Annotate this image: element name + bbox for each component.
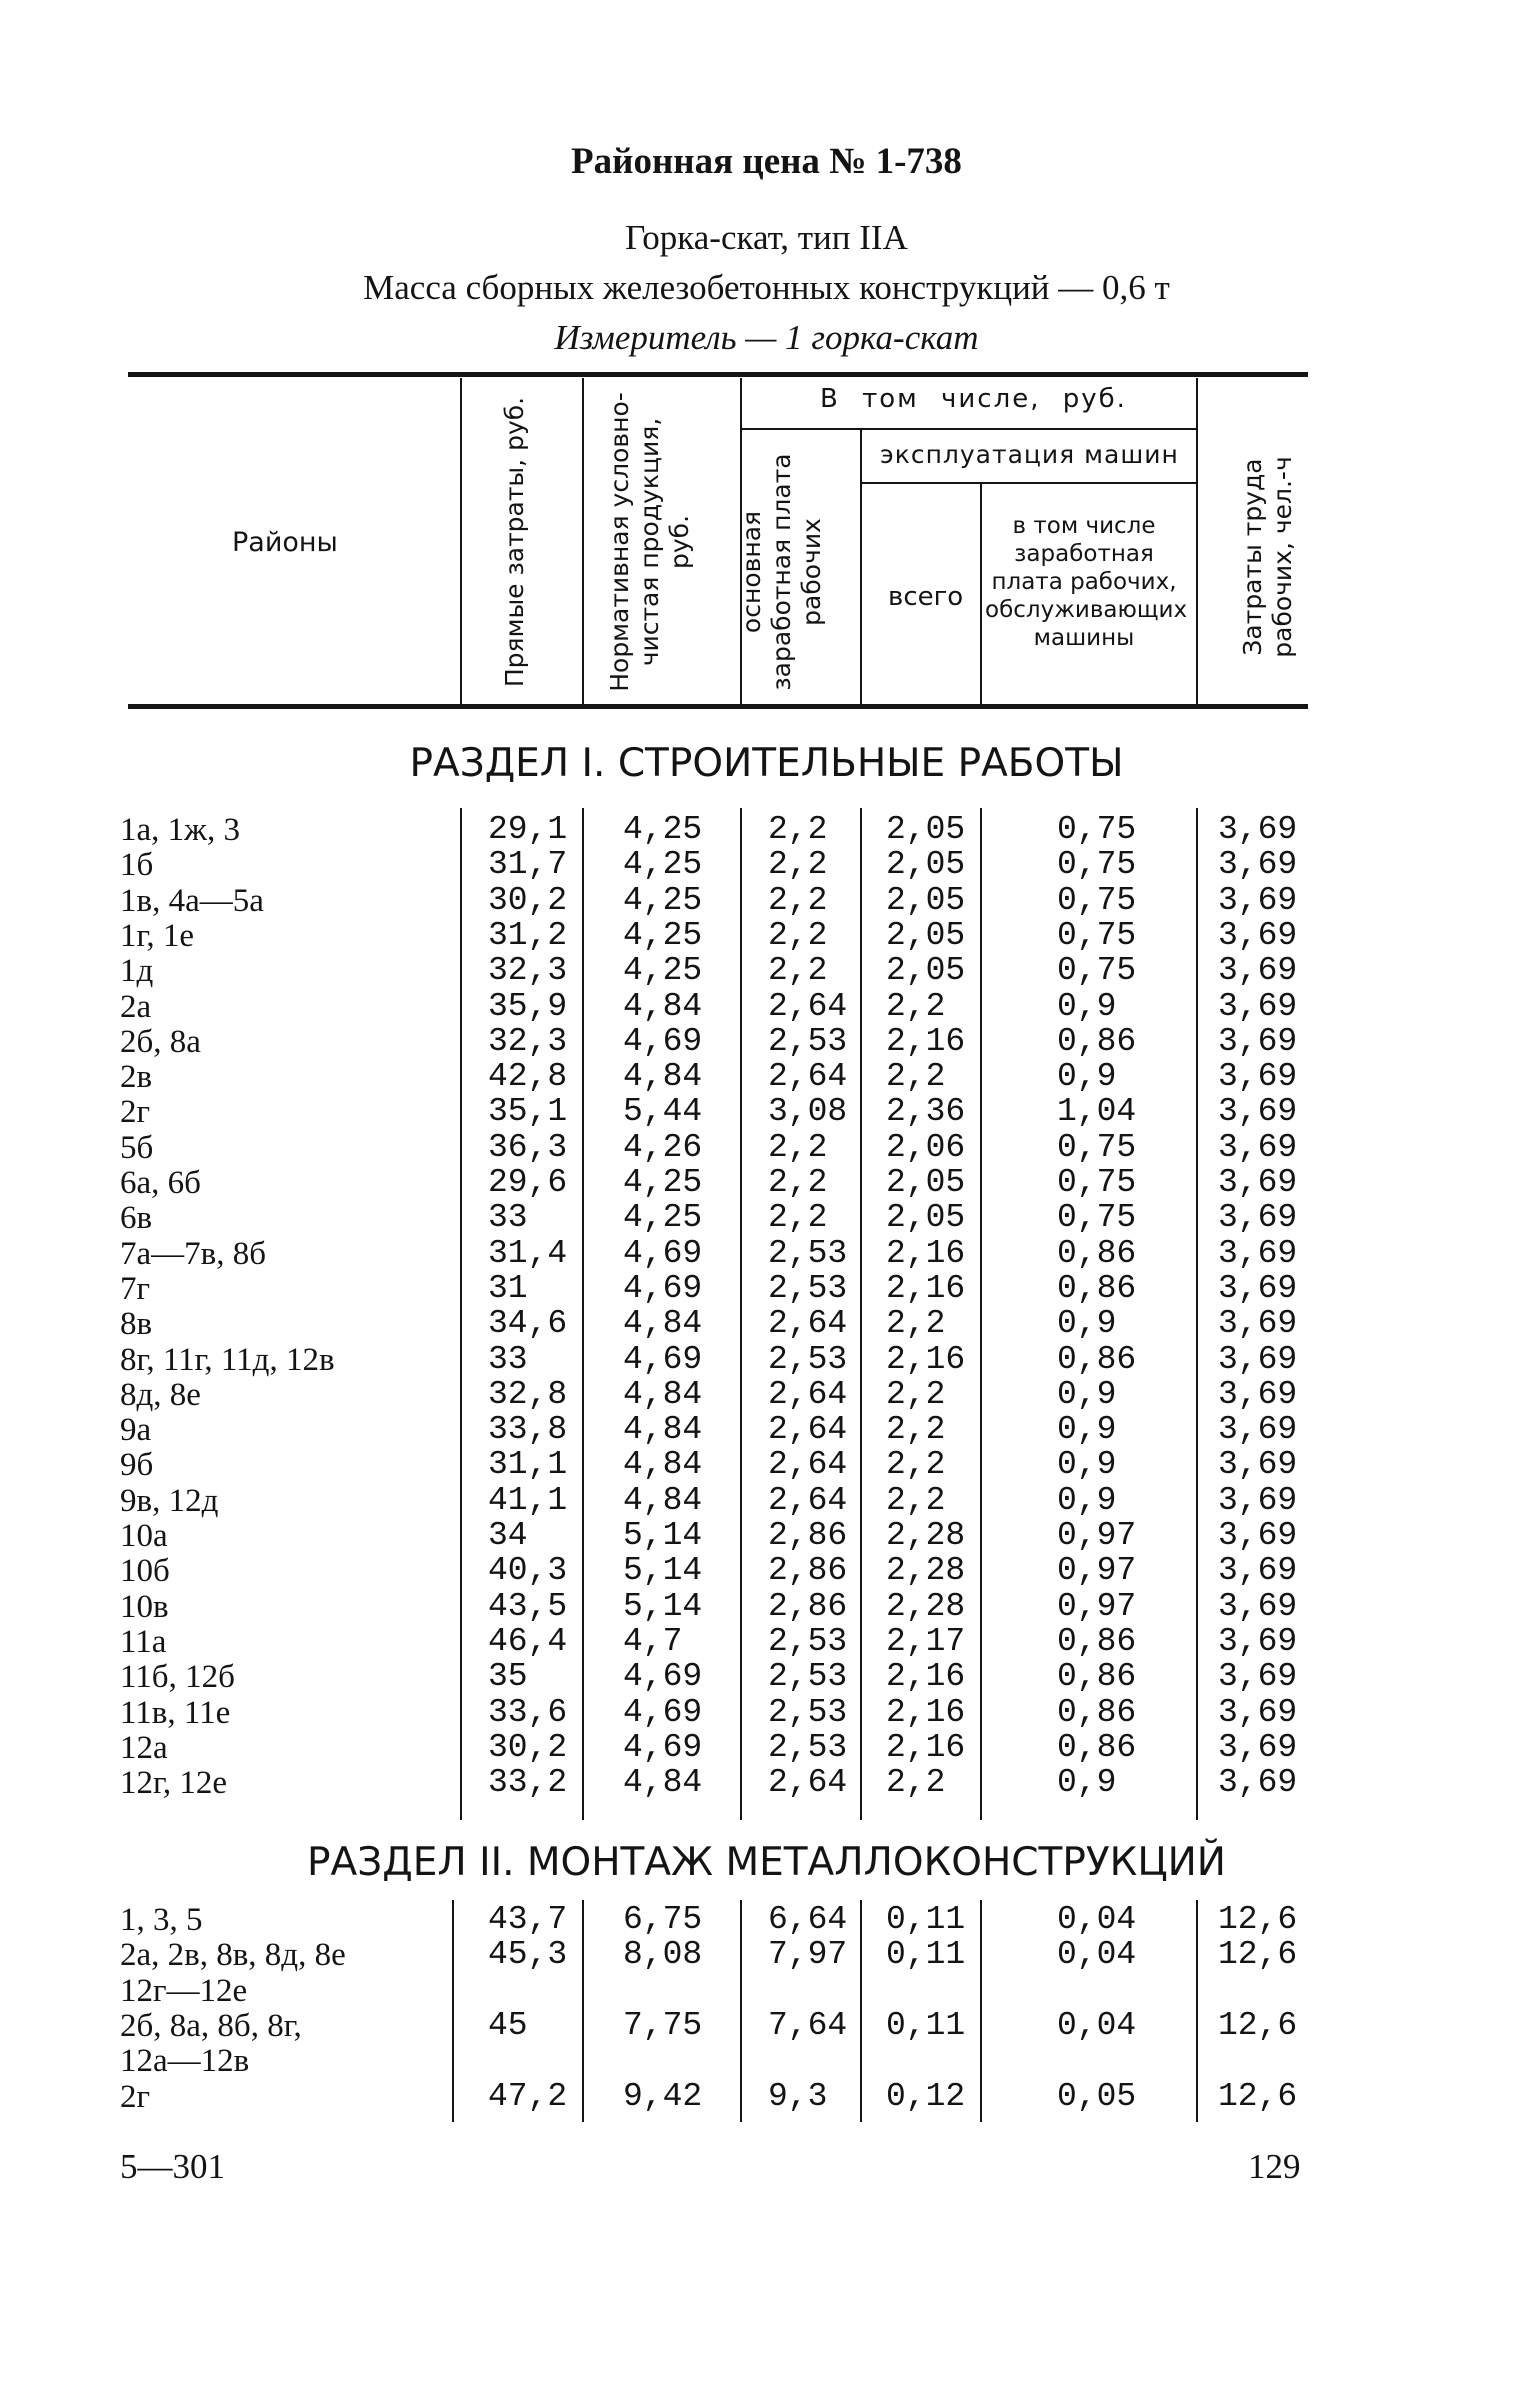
direct-costs-cell: 35 <box>488 1658 528 1696</box>
direct-costs-cell: 34,6 <box>488 1305 568 1343</box>
machines-total-cell: 2,2 <box>886 1764 946 1802</box>
normative-cell: 4,25 <box>623 1164 703 1201</box>
normative-cell: 4,84 <box>623 1305 703 1343</box>
region-cell: 11б, 12б <box>120 1659 235 1696</box>
region-cell: 9в, 12д <box>120 1482 219 1519</box>
machines-wage-cell: 0,9 <box>1057 1481 1117 1519</box>
labor-cell: 3,69 <box>1218 1375 1298 1413</box>
direct-costs-cell: 34 <box>488 1517 528 1554</box>
direct-costs-cell: 32,3 <box>488 952 568 990</box>
machines-wage-cell: 0,97 <box>1057 1517 1137 1554</box>
machines-total-cell: 2,05 <box>886 1199 966 1237</box>
machines-total-cell: 2,16 <box>886 1728 966 1766</box>
machines-wage-cell: 0,75 <box>1057 952 1137 990</box>
base-wage-cell: 2,2 <box>768 1164 828 1201</box>
machines-wage-cell: 0,97 <box>1057 1552 1137 1590</box>
footer-code: 5—301 <box>120 2147 225 2186</box>
machines-total-cell: 2,05 <box>886 916 966 954</box>
region-cell: 9б <box>120 1447 154 1484</box>
region-cell: 2в <box>120 1059 153 1096</box>
table-row <box>0 1306 1533 1342</box>
base-wage-cell: 2,64 <box>768 1375 848 1413</box>
labor-cell: 3,69 <box>1218 811 1298 848</box>
direct-costs-cell: 31,1 <box>488 1446 568 1484</box>
header-normativnaya: Нормативная условно-чистая продукция, руб. <box>605 392 694 692</box>
labor-cell: 3,69 <box>1218 1552 1298 1590</box>
normative-cell: 4,69 <box>623 1234 703 1272</box>
normative-cell: 4,25 <box>623 811 703 848</box>
labor-cell: 3,69 <box>1218 846 1298 884</box>
header-zatraty-truda: Затраты труда рабочих, чел.-ч <box>1238 456 1297 658</box>
normative-cell: 4,25 <box>623 881 703 919</box>
normative-cell: 4,84 <box>623 1446 703 1484</box>
machines-wage-cell: 0,9 <box>1057 987 1117 1025</box>
normative-cell: 4,84 <box>623 1411 703 1449</box>
normative-cell: 4,69 <box>623 1340 703 1378</box>
normative-cell: 4,84 <box>623 987 703 1025</box>
base-wage-cell: 2,64 <box>768 1481 848 1519</box>
header-bottom-rule <box>128 704 1308 709</box>
header-divider <box>582 378 584 704</box>
direct-costs-cell: 32,3 <box>488 1022 568 1060</box>
base-wage-cell: 3,08 <box>768 1093 848 1131</box>
base-wage-cell: 2,53 <box>768 1658 848 1696</box>
direct-costs-cell: 29,1 <box>488 811 568 848</box>
region-cell: 12г, 12е <box>120 1765 227 1802</box>
table-row <box>0 1236 1533 1272</box>
labor-cell: 3,69 <box>1218 1728 1298 1766</box>
base-wage-cell: 2,2 <box>768 811 828 848</box>
labor-cell: 3,69 <box>1218 1093 1298 1131</box>
base-wage-cell: 2,53 <box>768 1693 848 1731</box>
labor-cell: 12,6 <box>1218 2006 1298 2044</box>
machines-wage-cell: 0,86 <box>1057 1234 1137 1272</box>
machines-total-cell: 2,2 <box>886 1375 946 1413</box>
machines-wage-cell: 0,86 <box>1057 1728 1137 1766</box>
region-cell: 2г <box>120 2078 151 2115</box>
normative-cell: 4,25 <box>623 846 703 884</box>
table-row <box>0 2008 1533 2044</box>
machines-wage-cell: 0,9 <box>1057 1411 1117 1449</box>
section-1-title: РАЗДЕЛ I. СТРОИТЕЛЬНЫЕ РАБОТЫ <box>409 741 1124 786</box>
normative-cell: 4,26 <box>623 1128 703 1166</box>
header-divider <box>742 428 1196 430</box>
table-top-rule <box>128 372 1308 377</box>
region-cell: 11а <box>120 1623 167 1660</box>
labor-cell: 3,69 <box>1218 1269 1298 1307</box>
header-divider <box>980 484 982 704</box>
direct-costs-cell: 35,9 <box>488 987 568 1025</box>
base-wage-cell: 7,64 <box>768 2006 848 2044</box>
labor-cell: 3,69 <box>1218 916 1298 954</box>
direct-costs-cell: 45 <box>488 2006 528 2044</box>
direct-costs-cell: 46,4 <box>488 1622 568 1660</box>
normative-cell: 9,42 <box>623 2077 703 2115</box>
machines-wage-cell: 0,86 <box>1057 1658 1137 1696</box>
table-row <box>0 1059 1533 1095</box>
region-cell: 10в <box>120 1588 169 1625</box>
normative-cell: 4,84 <box>623 1764 703 1802</box>
header-divider <box>1196 378 1198 704</box>
header-ekspluatatsiya: эксплуатация машин <box>880 440 1179 469</box>
region-cell: 6в <box>120 1200 153 1237</box>
region-cell: 6а, 6б <box>120 1165 201 1201</box>
header-pryamye: Прямые затраты, руб. <box>500 396 529 688</box>
normative-cell: 5,14 <box>623 1587 703 1625</box>
base-wage-cell: 2,53 <box>768 1022 848 1060</box>
table-row <box>0 1024 1533 1060</box>
machines-total-cell: 2,05 <box>886 952 966 990</box>
header-v-tom-chisle: В том числе, руб. <box>820 384 1127 414</box>
labor-cell: 12,6 <box>1218 1901 1298 1938</box>
direct-costs-cell: 47,2 <box>488 2077 568 2115</box>
normative-cell: 5,44 <box>623 1093 703 1131</box>
normative-cell: 4,69 <box>623 1693 703 1731</box>
region-cell: 2а, 2в, 8в, 8д, 8е <box>120 1937 346 1974</box>
machines-wage-cell: 0,9 <box>1057 1446 1117 1484</box>
base-wage-cell: 9,3 <box>768 2077 828 2115</box>
region-cell: 1, 3, 5 <box>120 1902 203 1938</box>
normative-cell: 4,69 <box>623 1022 703 1060</box>
region-cell: 2г <box>120 1094 151 1131</box>
normative-cell: 4,25 <box>623 916 703 954</box>
machines-total-cell: 2,05 <box>886 811 966 848</box>
region-cell: 9а <box>120 1412 152 1449</box>
machines-wage-cell: 0,04 <box>1057 2006 1137 2044</box>
normative-cell: 4,84 <box>623 1481 703 1519</box>
header-osnovnaya: основная заработная плата рабочих <box>737 453 826 691</box>
labor-cell: 3,69 <box>1218 881 1298 919</box>
base-wage-cell: 2,2 <box>768 846 828 884</box>
direct-costs-cell: 31,2 <box>488 916 568 954</box>
header-rayony: Районы <box>232 527 338 558</box>
direct-costs-cell: 42,8 <box>488 1058 568 1096</box>
machines-wage-cell: 0,75 <box>1057 1164 1137 1201</box>
table-row <box>0 1659 1533 1695</box>
direct-costs-cell: 33,6 <box>488 1693 568 1731</box>
machines-total-cell: 2,36 <box>886 1093 966 1131</box>
base-wage-cell: 2,53 <box>768 1269 848 1307</box>
header-divider <box>860 430 862 704</box>
base-wage-cell: 2,64 <box>768 987 848 1025</box>
normative-cell: 4,25 <box>623 952 703 990</box>
labor-cell: 3,69 <box>1218 1164 1298 1201</box>
machines-total-cell: 2,16 <box>886 1269 966 1307</box>
machines-wage-cell: 0,75 <box>1057 811 1137 848</box>
machines-wage-cell: 0,75 <box>1057 916 1137 954</box>
direct-costs-cell: 31 <box>488 1269 528 1307</box>
table-row <box>0 1200 1533 1236</box>
machines-total-cell: 2,2 <box>886 1305 946 1343</box>
region-cell: 7г <box>120 1270 151 1307</box>
machines-total-cell: 2,05 <box>886 846 966 884</box>
machines-wage-cell: 0,86 <box>1057 1693 1137 1731</box>
direct-costs-cell: 29,6 <box>488 1164 568 1201</box>
labor-cell: 3,69 <box>1218 987 1298 1025</box>
table-row <box>0 989 1533 1025</box>
table-row <box>0 1412 1533 1448</box>
machines-total-cell: 2,17 <box>886 1622 966 1660</box>
region-cell: 10б <box>120 1553 170 1590</box>
region-cell: 2а <box>120 988 152 1025</box>
table-row <box>0 1730 1533 1766</box>
table-row <box>0 1624 1533 1660</box>
labor-cell: 12,6 <box>1218 1936 1298 1974</box>
region-cell: 8д, 8е <box>120 1376 201 1413</box>
direct-costs-cell: 35,1 <box>488 1093 568 1131</box>
table-row <box>0 1483 1533 1519</box>
machines-total-cell: 2,16 <box>886 1693 966 1731</box>
page-title: Районная цена № 1-738 <box>571 141 962 182</box>
normative-cell: 4,69 <box>623 1658 703 1696</box>
machines-total-cell: 2,2 <box>886 1058 946 1096</box>
base-wage-cell: 2,86 <box>768 1517 848 1554</box>
machines-total-cell: 2,28 <box>886 1587 966 1625</box>
page-number: 129 <box>1248 2147 1301 2186</box>
table-row <box>0 883 1533 919</box>
labor-cell: 3,69 <box>1218 1517 1298 1554</box>
region-cell: 10а <box>120 1518 168 1554</box>
machines-wage-cell: 1,04 <box>1057 1093 1137 1131</box>
machines-total-cell: 2,2 <box>886 1446 946 1484</box>
direct-costs-cell: 31,7 <box>488 846 568 884</box>
table-row <box>0 2079 1533 2115</box>
normative-cell: 4,69 <box>623 1269 703 1307</box>
labor-cell: 3,69 <box>1218 1199 1298 1237</box>
base-wage-cell: 7,97 <box>768 1936 848 1974</box>
direct-costs-cell: 43,5 <box>488 1587 568 1625</box>
machines-total-cell: 0,11 <box>886 1936 966 1974</box>
region-cell: 1б <box>120 847 154 884</box>
region-cell: 12г—12е <box>120 1972 248 2009</box>
machines-wage-cell: 0,04 <box>1057 1901 1137 1938</box>
direct-costs-cell: 33,2 <box>488 1764 568 1802</box>
base-wage-cell: 2,64 <box>768 1305 848 1343</box>
base-wage-cell: 2,53 <box>768 1728 848 1766</box>
header-divider <box>862 482 1196 484</box>
direct-costs-cell: 30,2 <box>488 1728 568 1766</box>
table-row <box>0 1937 1533 1973</box>
region-cell: 11в, 11е <box>120 1694 231 1731</box>
normative-cell: 7,75 <box>623 2006 703 2044</box>
base-wage-cell: 2,2 <box>768 916 828 954</box>
subtitle-mass: Масса сборных железобетонных конструкций — 0,6 т <box>363 268 1170 307</box>
labor-cell: 3,69 <box>1218 1022 1298 1060</box>
table-row <box>0 953 1533 989</box>
machines-wage-cell: 0,75 <box>1057 1199 1137 1237</box>
machines-wage-cell: 0,04 <box>1057 1936 1137 1974</box>
table-row <box>0 1377 1533 1413</box>
table-row <box>0 1695 1533 1731</box>
table-row <box>0 1902 1533 1938</box>
table-row <box>0 1518 1533 1554</box>
base-wage-cell: 2,53 <box>768 1340 848 1378</box>
machines-total-cell: 2,16 <box>886 1022 966 1060</box>
base-wage-cell: 2,64 <box>768 1411 848 1449</box>
labor-cell: 3,69 <box>1218 952 1298 990</box>
base-wage-cell: 2,2 <box>768 1128 828 1166</box>
direct-costs-cell: 41,1 <box>488 1481 568 1519</box>
normative-cell: 5,14 <box>623 1517 703 1554</box>
normative-cell: 4,84 <box>623 1375 703 1413</box>
base-wage-cell: 2,86 <box>768 1587 848 1625</box>
base-wage-cell: 2,64 <box>768 1446 848 1484</box>
machines-wage-cell: 0,75 <box>1057 846 1137 884</box>
table-row <box>0 918 1533 954</box>
table-row <box>0 1165 1533 1201</box>
subtitle-type: Горка-скат, тип IIА <box>625 218 908 257</box>
table-row <box>0 1973 1533 2009</box>
region-cell: 8г, 11г, 11д, 12в <box>120 1341 335 1378</box>
labor-cell: 3,69 <box>1218 1058 1298 1096</box>
region-cell: 2б, 8а <box>120 1023 201 1060</box>
labor-cell: 3,69 <box>1218 1622 1298 1660</box>
direct-costs-cell: 30,2 <box>488 881 568 919</box>
base-wage-cell: 2,86 <box>768 1552 848 1590</box>
labor-cell: 12,6 <box>1218 2077 1298 2115</box>
machines-wage-cell: 0,9 <box>1057 1764 1117 1802</box>
labor-cell: 3,69 <box>1218 1340 1298 1378</box>
direct-costs-cell: 31,4 <box>488 1234 568 1272</box>
machines-wage-cell: 0,97 <box>1057 1587 1137 1625</box>
machines-total-cell: 2,05 <box>886 881 966 919</box>
table-row <box>0 1094 1533 1130</box>
machines-total-cell: 2,2 <box>886 1411 946 1449</box>
labor-cell: 3,69 <box>1218 1128 1298 1166</box>
machines-total-cell: 2,16 <box>886 1340 966 1378</box>
table-row <box>0 847 1533 883</box>
labor-cell: 3,69 <box>1218 1234 1298 1272</box>
base-wage-cell: 2,2 <box>768 952 828 990</box>
base-wage-cell: 2,2 <box>768 1199 828 1237</box>
machines-total-cell: 2,05 <box>886 1164 966 1201</box>
labor-cell: 3,69 <box>1218 1305 1298 1343</box>
header-vsego: всего <box>888 582 964 612</box>
direct-costs-cell: 33 <box>488 1199 528 1237</box>
direct-costs-cell: 40,3 <box>488 1552 568 1590</box>
base-wage-cell: 2,64 <box>768 1058 848 1096</box>
normative-cell: 8,08 <box>623 1936 703 1974</box>
machines-wage-cell: 0,86 <box>1057 1269 1137 1307</box>
machines-wage-cell: 0,9 <box>1057 1058 1117 1096</box>
labor-cell: 3,69 <box>1218 1693 1298 1731</box>
table-row <box>0 1342 1533 1378</box>
direct-costs-cell: 36,3 <box>488 1128 568 1166</box>
machines-wage-cell: 0,86 <box>1057 1340 1137 1378</box>
machines-total-cell: 0,11 <box>886 2006 966 2044</box>
direct-costs-cell: 45,3 <box>488 1936 568 1974</box>
machines-wage-cell: 0,05 <box>1057 2077 1137 2115</box>
table-row <box>0 1589 1533 1625</box>
region-cell: 8в <box>120 1306 153 1343</box>
region-cell: 12а—12в <box>120 2043 250 2080</box>
machines-wage-cell: 0,86 <box>1057 1022 1137 1060</box>
header-wage-machinists: в том числе заработная плата рабочих, обслуживающих машины <box>985 513 1188 651</box>
table-row <box>0 1130 1533 1166</box>
region-cell: 1д <box>120 953 154 990</box>
section-2-title: РАЗДЕЛ II. МОНТАЖ МЕТАЛЛОКОНСТРУКЦИЙ <box>307 1840 1226 1885</box>
table-row <box>0 1765 1533 1801</box>
table-row <box>0 2043 1533 2079</box>
machines-total-cell: 2,06 <box>886 1128 966 1166</box>
base-wage-cell: 6,64 <box>768 1901 848 1938</box>
header-divider <box>460 378 462 704</box>
normative-cell: 5,14 <box>623 1552 703 1590</box>
labor-cell: 3,69 <box>1218 1481 1298 1519</box>
subtitle-measure: Измеритель — 1 горка-скат <box>554 318 979 357</box>
normative-cell: 4,25 <box>623 1199 703 1237</box>
machines-wage-cell: 0,75 <box>1057 1128 1137 1166</box>
table-row <box>0 812 1533 848</box>
table-row <box>0 1271 1533 1307</box>
machines-total-cell: 2,2 <box>886 1481 946 1519</box>
region-cell: 5б <box>120 1129 154 1166</box>
machines-wage-cell: 0,9 <box>1057 1305 1117 1343</box>
labor-cell: 3,69 <box>1218 1587 1298 1625</box>
machines-total-cell: 0,11 <box>886 1901 966 1938</box>
direct-costs-cell: 33 <box>488 1340 528 1378</box>
base-wage-cell: 2,2 <box>768 881 828 919</box>
labor-cell: 3,69 <box>1218 1658 1298 1696</box>
labor-cell: 3,69 <box>1218 1446 1298 1484</box>
region-cell: 1г, 1е <box>120 917 194 954</box>
normative-cell: 4,7 <box>623 1622 683 1660</box>
direct-costs-cell: 32,8 <box>488 1375 568 1413</box>
direct-costs-cell: 43,7 <box>488 1901 568 1938</box>
normative-cell: 6,75 <box>623 1901 703 1938</box>
region-cell: 2б, 8а, 8б, 8г, <box>120 2007 302 2044</box>
machines-total-cell: 2,16 <box>886 1658 966 1696</box>
machines-wage-cell: 0,75 <box>1057 881 1137 919</box>
direct-costs-cell: 33,8 <box>488 1411 568 1449</box>
region-cell: 12а <box>120 1729 168 1766</box>
machines-total-cell: 2,16 <box>886 1234 966 1272</box>
machines-total-cell: 2,2 <box>886 987 946 1025</box>
base-wage-cell: 2,64 <box>768 1764 848 1802</box>
normative-cell: 4,84 <box>623 1058 703 1096</box>
base-wage-cell: 2,53 <box>768 1234 848 1272</box>
region-cell: 1а, 1ж, 3 <box>120 812 240 848</box>
normative-cell: 4,69 <box>623 1728 703 1766</box>
table-row <box>0 1553 1533 1589</box>
labor-cell: 3,69 <box>1218 1764 1298 1802</box>
base-wage-cell: 2,53 <box>768 1622 848 1660</box>
machines-total-cell: 2,28 <box>886 1517 966 1554</box>
machines-wage-cell: 0,9 <box>1057 1375 1117 1413</box>
machines-total-cell: 2,28 <box>886 1552 966 1590</box>
labor-cell: 3,69 <box>1218 1411 1298 1449</box>
region-cell: 1в, 4а—5а <box>120 882 264 919</box>
machines-total-cell: 0,12 <box>886 2077 966 2115</box>
region-cell: 7а—7в, 8б <box>120 1235 267 1272</box>
machines-wage-cell: 0,86 <box>1057 1622 1137 1660</box>
table-row <box>0 1447 1533 1483</box>
